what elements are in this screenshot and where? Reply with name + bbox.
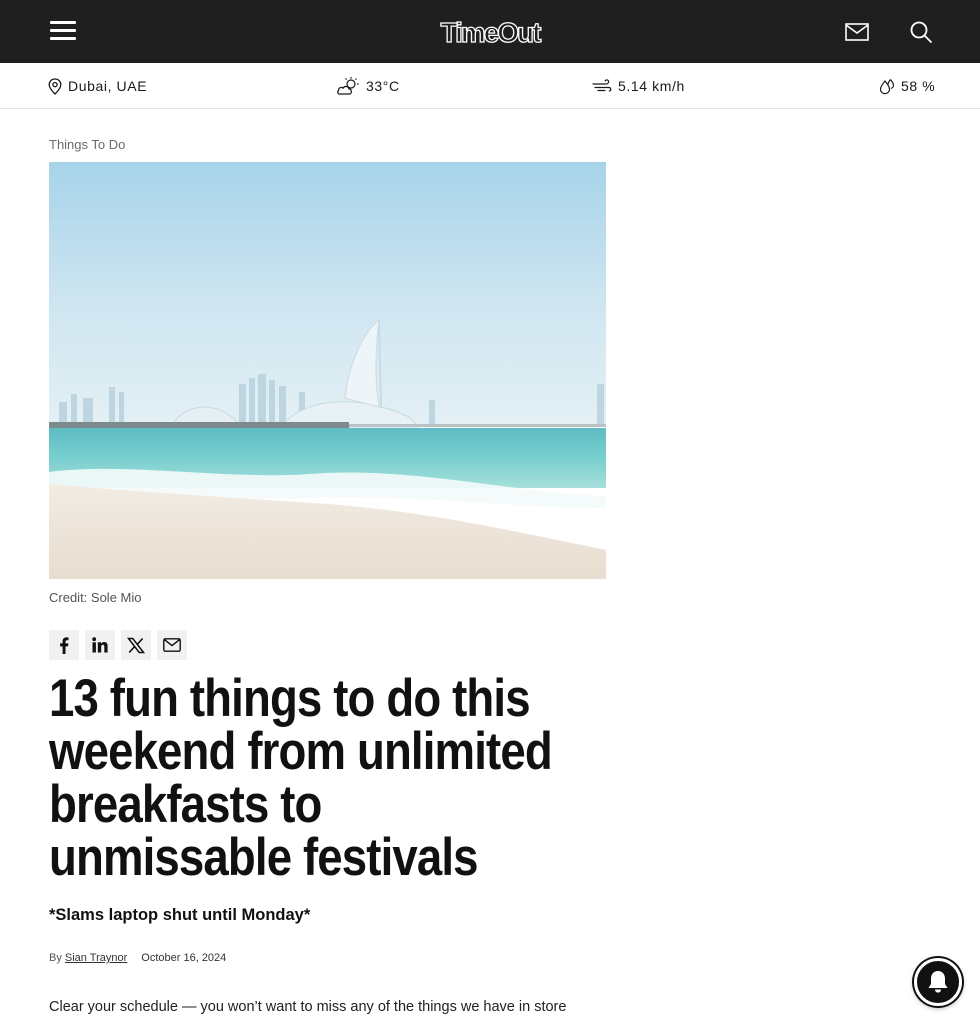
timeout-logo[interactable] xyxy=(108,11,872,51)
location-pin-icon xyxy=(48,78,62,95)
wind-text: 5.14 km/h xyxy=(618,78,685,94)
search-icon[interactable] xyxy=(909,20,933,44)
article-subheadline: *Slams laptop shut until Monday* xyxy=(49,906,311,924)
timeout-logo-mark xyxy=(440,15,540,49)
location-text: Dubai, UAE xyxy=(68,78,148,94)
email-share-button[interactable] xyxy=(157,630,187,660)
x-share-button[interactable] xyxy=(121,630,151,660)
weather-humidity xyxy=(879,76,935,96)
email-icon xyxy=(163,638,181,652)
wind-icon xyxy=(592,78,612,94)
publish-date: October 16, 2024 xyxy=(141,952,227,964)
temperature-text: 33°C xyxy=(366,78,400,94)
image-credit: Credit: Sole Mio xyxy=(49,590,142,605)
humidity-drops-icon xyxy=(879,78,895,95)
weather-wind xyxy=(592,76,685,96)
linkedin-share-button[interactable] xyxy=(85,630,115,660)
article-lead: Clear your schedule — you won’t want to miss any of the things we have in store xyxy=(49,999,567,1015)
partly-cloudy-icon xyxy=(336,76,360,96)
site-header xyxy=(0,0,980,63)
weather-bar xyxy=(0,63,980,109)
weather-location xyxy=(48,76,147,96)
logo-text: TimeOut xyxy=(440,17,540,49)
article-category[interactable]: Things To Do xyxy=(49,137,126,152)
facebook-icon xyxy=(59,637,69,654)
article-byline xyxy=(49,952,226,964)
byline-prefix: By xyxy=(49,952,62,964)
notification-bell-button[interactable] xyxy=(914,958,962,1006)
humidity-text: 58 % xyxy=(901,78,936,94)
envelope-icon[interactable] xyxy=(845,22,869,42)
linkedin-icon xyxy=(92,637,108,653)
hero-image xyxy=(49,162,606,579)
article-headline: 13 fun things to do this weekend from unlimited breakfasts to unmissable festivals xyxy=(49,669,552,887)
facebook-share-button[interactable] xyxy=(49,630,79,660)
author-link[interactable]: Sian Traynor xyxy=(64,952,128,964)
hamburger-menu-icon[interactable] xyxy=(50,21,76,41)
x-icon xyxy=(128,638,144,653)
share-buttons xyxy=(49,630,187,660)
bell-icon xyxy=(926,969,950,995)
weather-temperature xyxy=(336,76,400,96)
